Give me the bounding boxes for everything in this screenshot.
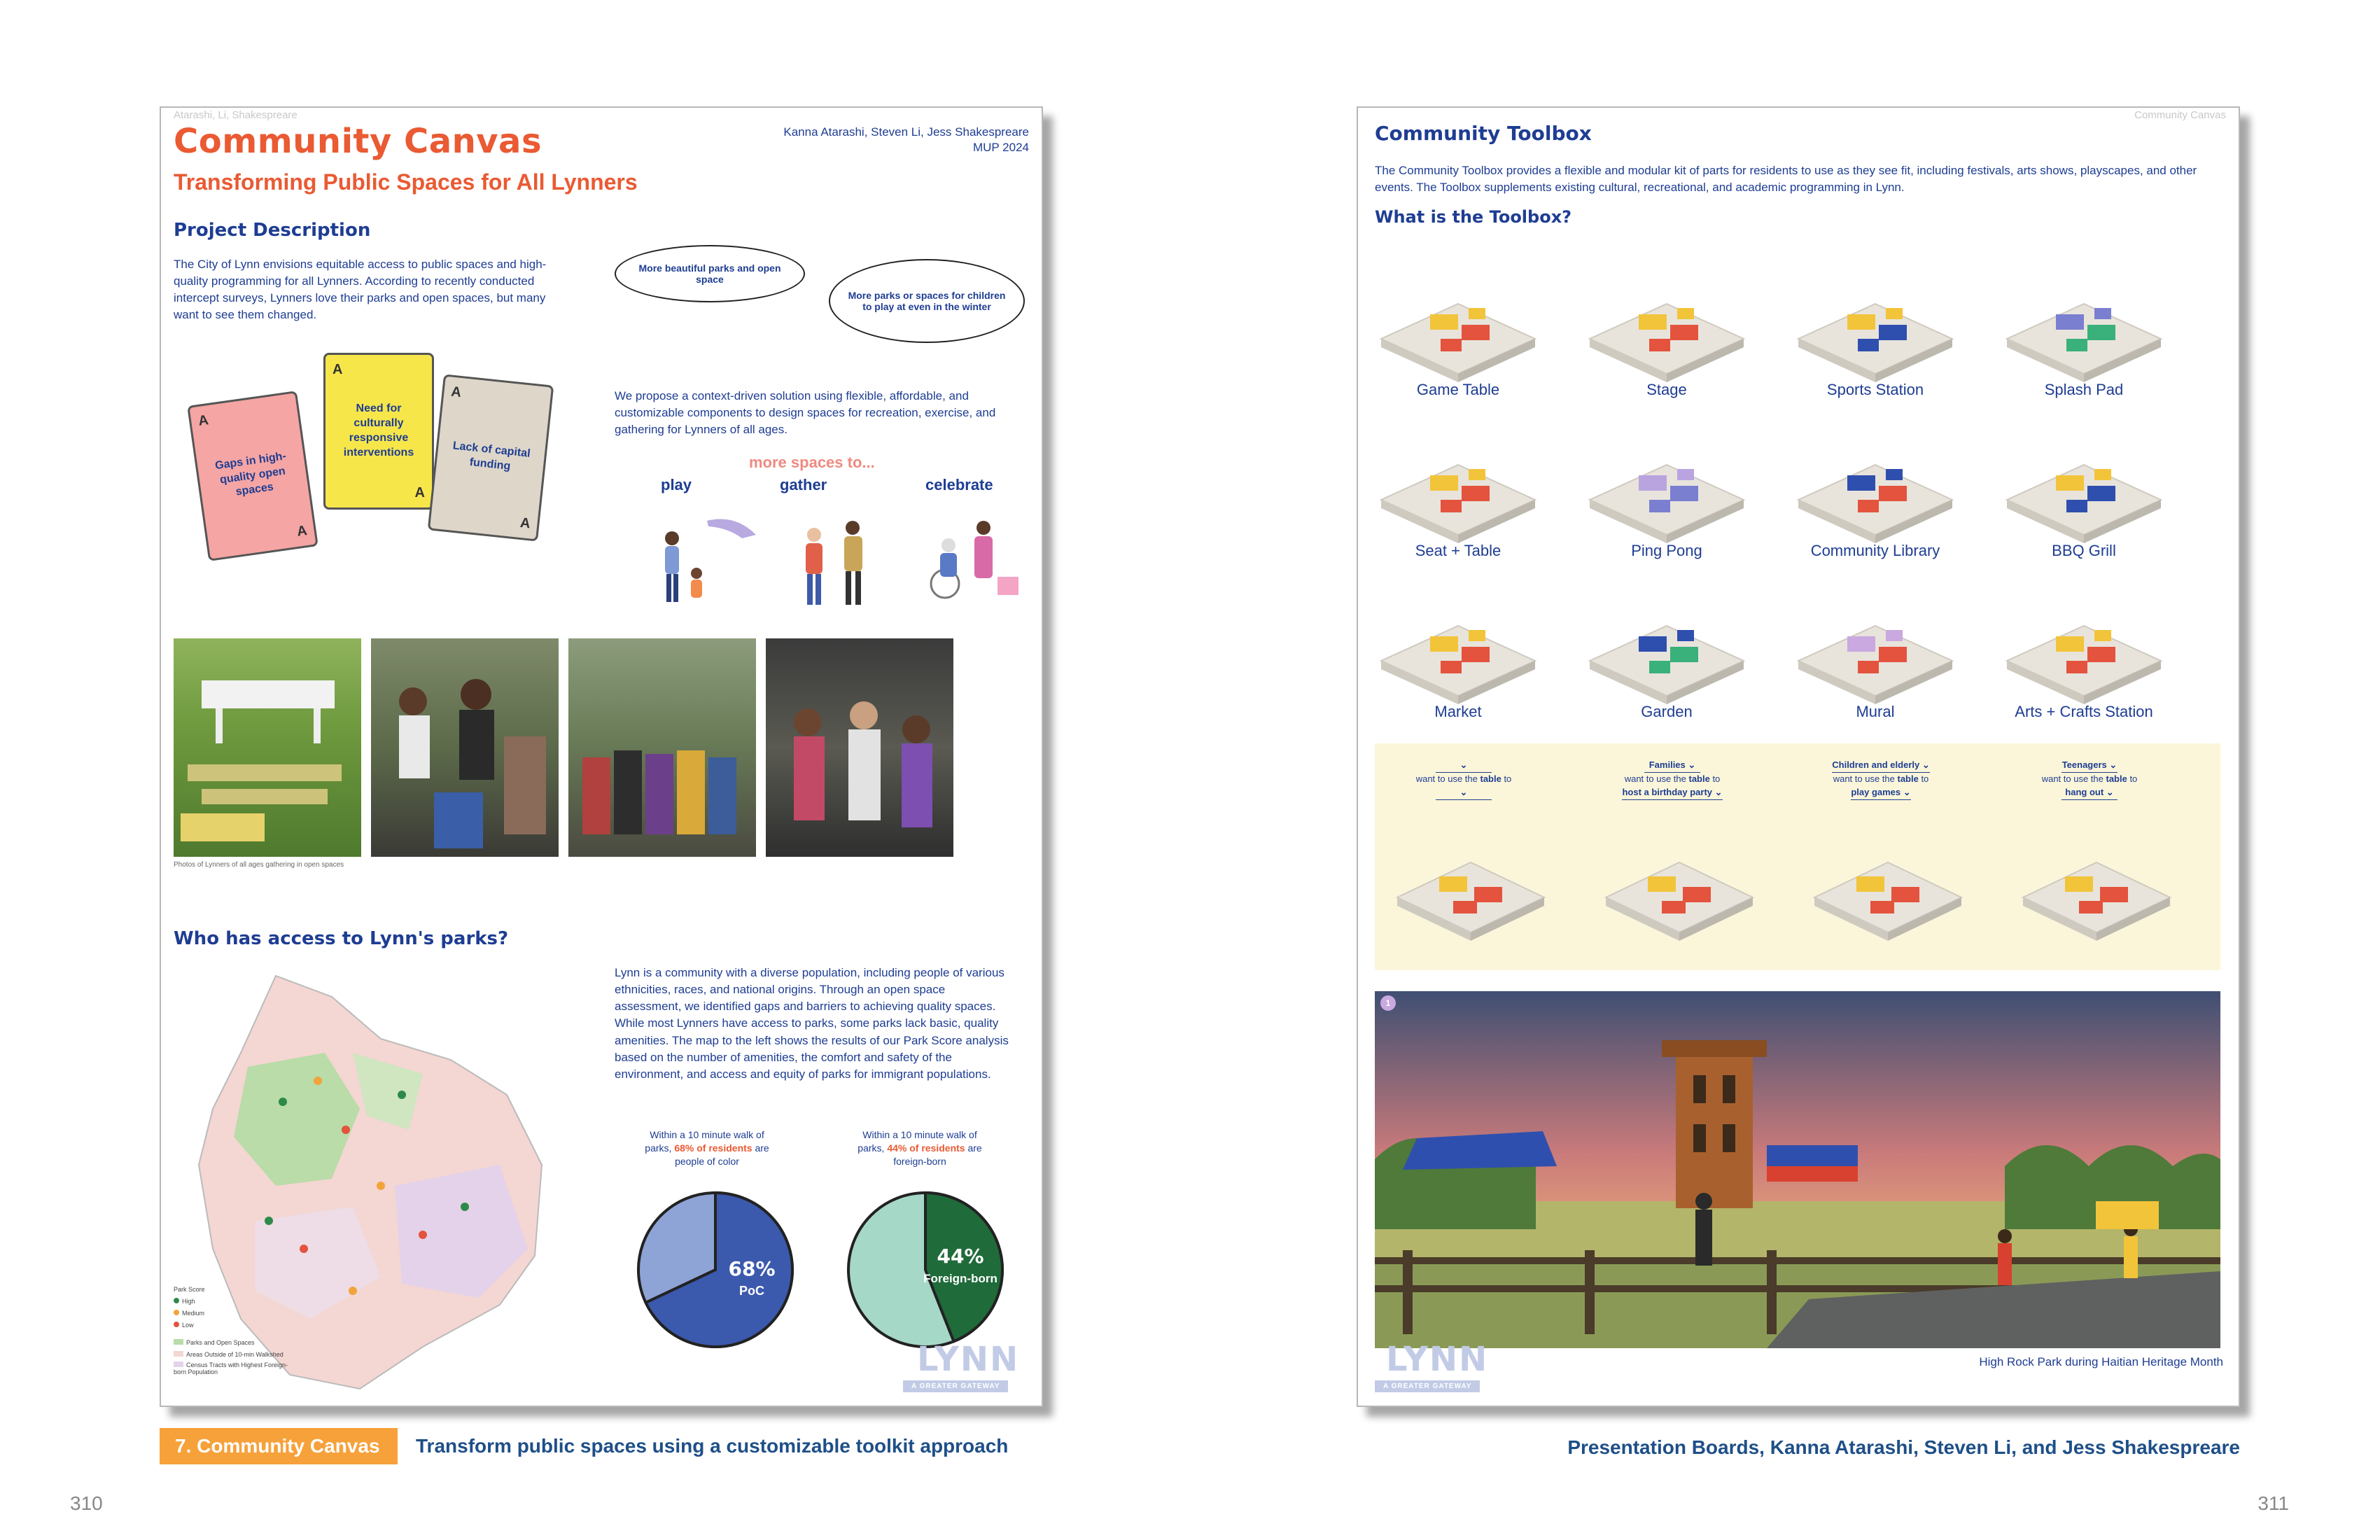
splash-pad-icon [1996,248,2171,388]
photo-people-street-art [371,638,559,857]
card-corner-letter: A [332,362,343,377]
issue-card-3 [428,374,554,541]
legend-outside-label: Areas Outside of 10-min Walkshed [186,1351,284,1359]
left-presentation-board [160,106,1043,1407]
mural-number-badge: 1 [1380,995,1396,1011]
page-number-right: 311 [2258,1492,2289,1514]
scenario-who-select[interactable]: Families ⌄ [1644,759,1700,773]
legend-census-label: Census Tracts with Highest Foreign-born Population [174,1361,288,1376]
scenario-mid-pre: want to use the [2041,773,2106,784]
photo-sign-in-park [174,638,361,857]
board-title: Community Canvas [174,122,542,161]
more-spaces-label: more spaces to... [749,454,875,471]
tool-label-arts-crafts: Arts + Crafts Station [2015,703,2153,720]
legend-low [174,1320,293,1331]
pie2-caption-post: are foreign-born [893,1142,982,1167]
scenario-activity-select[interactable]: hang out ⌄ [2062,786,2118,800]
mural-caption: High Rock Park during Haitian Heritage Month [1979,1355,2223,1368]
corner-note: Atarashi, Li, Shakespreare [174,109,298,121]
scenario-illustration-3 [1807,820,1968,964]
legend-census-swatch [174,1362,183,1367]
scenario-mid-post: to [1501,773,1512,784]
community-library-icon [1788,409,1963,549]
scenario-4[interactable] [2009,759,2170,800]
legend-title: Park Score [174,1286,205,1293]
authors-block [783,125,1029,155]
scenario-illustration-4 [2016,820,2177,964]
issue-card-1 [187,391,318,561]
issue-card-1-text: Gaps in high-quality open spaces [214,449,287,498]
speech-bubble-1 [615,245,805,302]
authors-program: MUP 2024 [972,141,1029,155]
tool-label-mural: Mural [1856,703,1895,720]
scenario-mid-post: to [1709,773,1721,784]
issue-card-2-text: Need for culturally responsive interventions [343,402,414,458]
speech-bubble-2-text: More parks or spaces for children to play at even in the winter [848,289,1006,312]
what-is-toolbox-heading: What is the Toolbox? [1375,207,1572,227]
footer-left-text: Transform public spaces using a customizable toolkit approach [416,1435,1009,1457]
scenario-mid-bold: table [2106,773,2127,784]
card-corner-letter: A [197,412,210,429]
map-legend [174,1284,293,1376]
scenario-activity-select[interactable]: ⌄ [1436,786,1492,800]
tool-label-seat-table: Seat + Table [1415,542,1502,559]
pie2-caption [850,1128,990,1168]
scenario-mid-bold: table [1480,773,1502,784]
tool-label-bbq-grill: BBQ Grill [2052,542,2116,559]
sports-station-icon [1788,248,1963,388]
legend-low-label: Low [182,1322,194,1329]
scenario-illustration-2 [1599,820,1760,964]
legend-medium [174,1308,293,1320]
photo-group-forest [568,638,756,857]
play-illustration [644,507,763,612]
right-corner-note: Community Canvas [2134,109,2226,121]
pie2-value: 44% [937,1245,984,1268]
photo-caption: Photos of Lynners of all ages gathering in open spaces [174,861,344,869]
lynn-logo: LYNN [917,1340,1020,1379]
gather-illustration [783,507,888,612]
scenario-middle-text [2009,773,2170,786]
legend-medium-label: Medium [182,1310,205,1317]
legend-census [174,1362,293,1377]
mural-icon [1788,570,1963,710]
tool-label-splash-pad: Splash Pad [2044,381,2124,398]
tool-label-market: Market [1434,703,1482,720]
card-corner-letter: A [295,523,309,540]
pie-chart-foreign-born [841,1186,1009,1354]
scenario-middle-text [1800,773,1961,786]
issue-card-3-text: Lack of capital funding [452,440,531,472]
tool-label-ping-pong: Ping Pong [1631,542,1702,559]
legend-outside-swatch [174,1351,183,1357]
scenario-3[interactable] [1800,759,1961,800]
verb-gather: gather [780,476,827,493]
photo-people-street [371,638,559,857]
pie1-caption-bold: 68% of residents [674,1142,752,1154]
pie2-caption-bold: 44% of residents [887,1142,965,1154]
pie1-label: PoC [739,1284,764,1298]
tool-label-community-library: Community Library [1810,542,1940,559]
authors-names: Kanna Atarashi, Steven Li, Jess Shakespreare [783,125,1029,139]
legend-medium-dot [174,1310,179,1315]
scenario-activity-select[interactable]: host a birthday party ⌄ [1622,786,1722,800]
scenario-mid-bold: table [1897,773,1919,784]
scenario-2[interactable] [1592,759,1753,800]
card-corner-letter: A [414,485,425,500]
pie1-caption-pre: Within a 10 minute walk of parks, [645,1129,764,1154]
stage-icon [1579,248,1754,388]
celebrate-illustration [917,507,1029,612]
page-number-left: 310 [70,1492,103,1514]
ping-pong-icon [1579,409,1754,549]
speech-bubble-1-text: More beautiful parks and open space [638,262,781,285]
toolbox-title: Community Toolbox [1375,122,1592,145]
pie-chart-poc [631,1186,799,1354]
mural-illustration [1375,991,2220,1348]
chapter-tab: 7. Community Canvas [160,1428,398,1464]
scenario-who-select[interactable]: ⌄ [1436,759,1492,773]
issue-card-2 [323,353,434,510]
scenario-activity-select[interactable]: play games ⌄ [1851,786,1910,800]
lynn-logo-tagline: A GREATER GATEWAY [903,1380,1008,1392]
scenario-mid-post: to [2127,773,2138,784]
legend-parks-swatch [174,1339,183,1345]
card-corner-letter: A [519,514,531,532]
speech-bubble-2 [829,259,1025,343]
scenario-1[interactable] [1383,759,1544,800]
pie2-caption-pre: Within a 10 minute walk of parks, [858,1129,977,1154]
pie1-caption [637,1128,777,1168]
tool-label-sports-station: Sports Station [1826,381,1924,398]
pie1-value: 68% [728,1257,776,1280]
lynn-logo-tagline-right: A GREATER GATEWAY [1375,1380,1480,1392]
scenario-mid-pre: want to use the [1415,773,1480,784]
scenario-middle-text [1592,773,1753,786]
legend-parks-label: Parks and Open Spaces [186,1339,255,1347]
photo-crowd-dancing-art [766,638,953,857]
garden-icon [1579,570,1754,710]
toolbox-intro-text: The Community Toolbox provides a flexible and modular kit of parts for residents to use as they see fit, including festivals, arts shows, playscapes, and other events. The Toolbox supplements existing cultural, recreational, and academic programming in Lynn. [1375,164,2197,195]
scenario-mid-pre: want to use the [1624,773,1689,784]
legend-high-dot [174,1298,179,1303]
verb-celebrate: celebrate [925,476,993,493]
card-corner-letter: A [450,384,463,401]
legend-low-dot [174,1322,179,1327]
mural-high-rock-park [1375,991,2220,1348]
legend-outside [174,1349,293,1361]
photo-sign-in-park-art [174,638,361,857]
scenario-illustration-1 [1390,820,1551,964]
board-subtitle: Transforming Public Spaces for All Lynners [174,169,638,195]
photo-group-forest-art [568,638,756,857]
game-table-icon [1371,248,1546,388]
photo-crowd-dancing [766,638,953,857]
right-presentation-board [1357,106,2240,1407]
scenario-mid-pre: want to use the [1833,773,1898,784]
bbq-grill-icon [1996,409,2171,549]
tool-label-garden: Garden [1641,703,1693,720]
market-icon [1371,570,1546,710]
tool-label-stage: Stage [1646,381,1687,398]
scenario-mid-post: to [1918,773,1929,784]
pie2-label: Foreign-born [923,1272,997,1285]
access-heading: Who has access to Lynn's parks? [174,928,509,949]
legend-high [174,1296,293,1308]
lynn-logo-right: LYNN [1386,1340,1489,1379]
scenario-mid-bold: table [1688,773,1710,784]
footer-right-text: Presentation Boards, Kanna Atarashi, Steven Li, and Jess Shakespreare [1567,1436,2240,1458]
scenario-who-select[interactable]: Children and elderly ⌄ [1832,759,1929,773]
scenario-strip [1375,743,2220,970]
legend-high-label: High [182,1298,195,1306]
legend-parks [174,1337,293,1349]
verb-play: play [661,476,692,493]
seat-table-icon [1371,409,1546,549]
tool-label-game-table: Game Table [1416,381,1500,398]
project-description-heading: Project Description [174,220,371,241]
arts-crafts-icon [1996,570,2171,710]
scenario-middle-text [1383,773,1544,786]
project-description-text: The City of Lynn envisions equitable access to public spaces and high-quality programming for all Lynners. According to recently conducted intercept surveys, Lynners love their parks and open spaces, but many want to see them changed. [174,258,547,322]
scenario-who-select[interactable]: Teenagers ⌄ [2062,759,2118,773]
pie1-caption-post: are people of color [675,1142,769,1167]
access-text: Lynn is a community with a diverse population, including people of various ethnicities, races, and national origins. Through an open space assessment, we identified gaps and barriers to achieving quality spaces. While most Lynners have access to parks, some parks lack basic, quality amenities. The map to the left shows the results of our Park Score analysis based on the number of amenities, the comfort and safety of the environment, and access and equity of parks for immigrant populations. [615,966,1009,1081]
proposal-text: We propose a context-driven solution using flexible, affordable, and customizable components to design spaces for recreation, exercise, and gathering for Lynners of all ages. [615,389,996,437]
